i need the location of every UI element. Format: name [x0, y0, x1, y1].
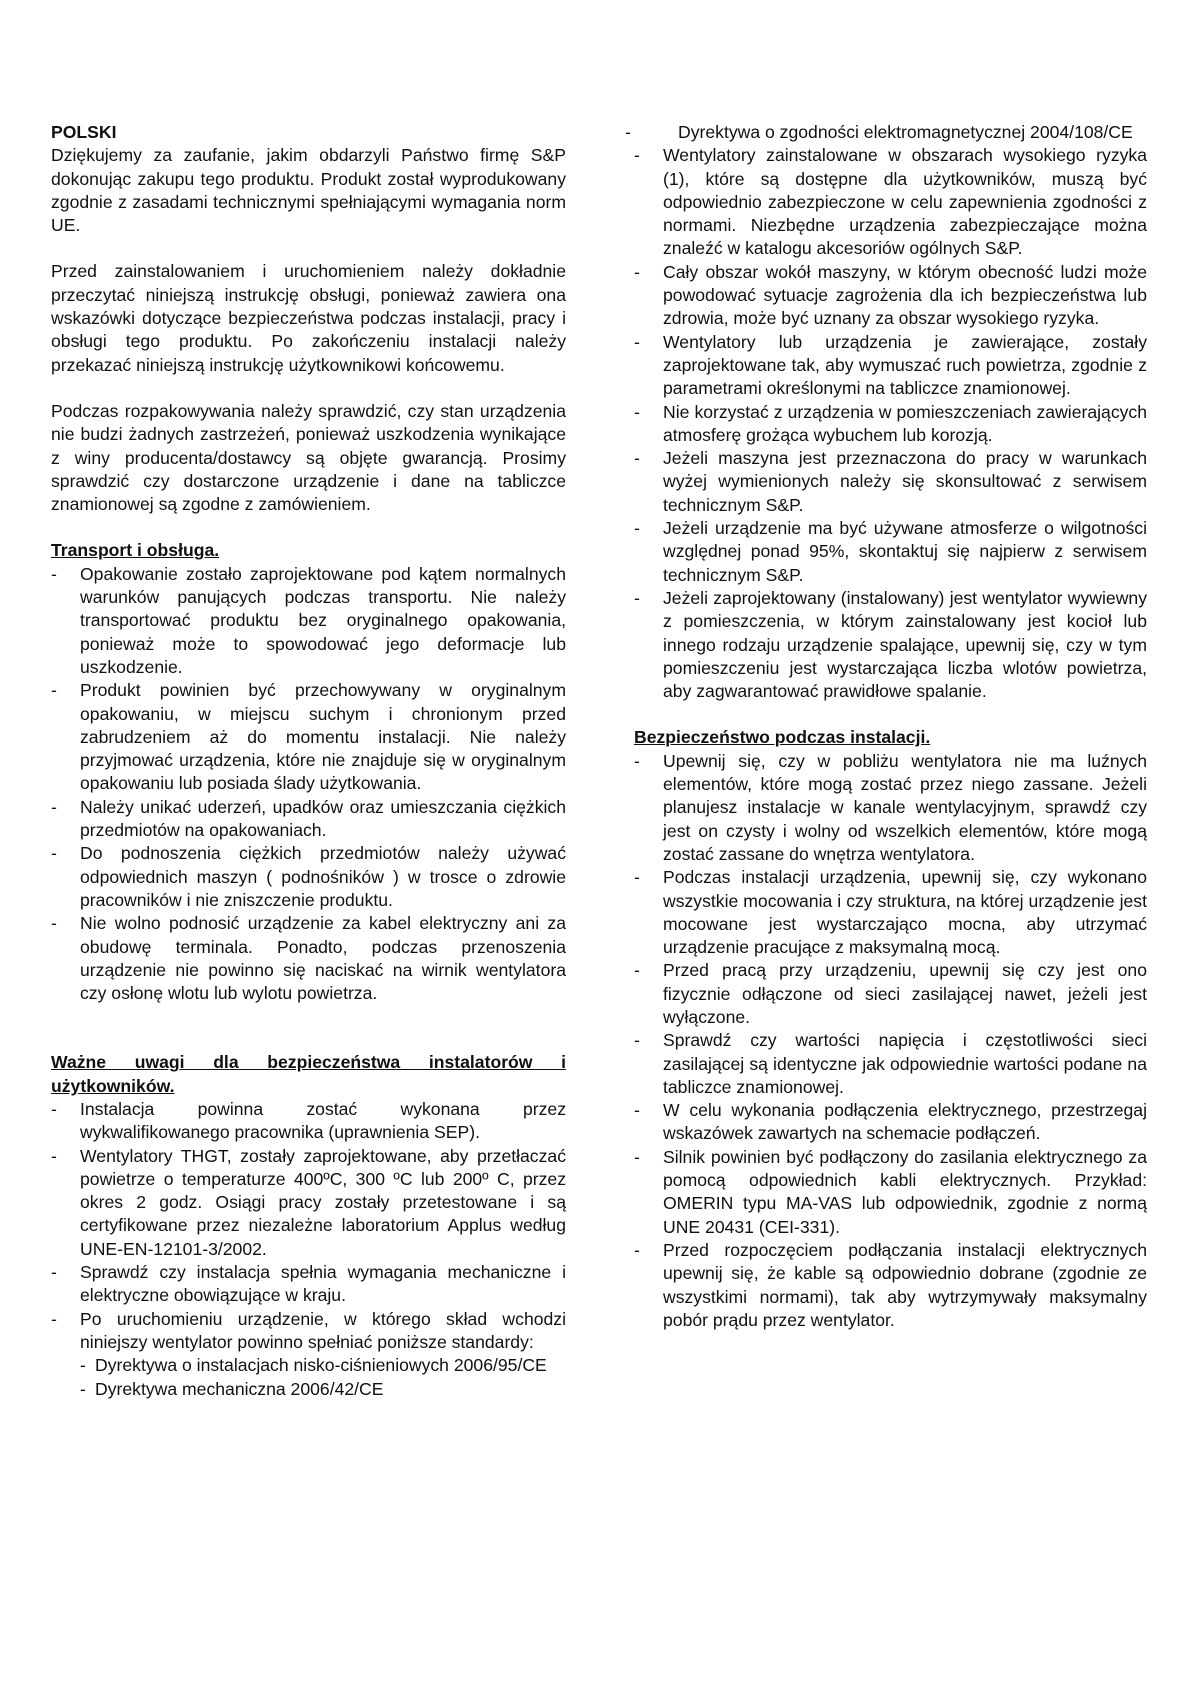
installation-item: - Silnik powinien być podłączony do zasilania elektrycznego za pomocą odpowiednich kabli elektrycznych. Przykład: OMERIN typu MA-VAS lub odpowiednik, zgodnie z normą UNE 20431 (CEI-331). — [634, 1146, 1147, 1239]
installation-item: - Upewnij się, czy w pobliżu wentylatora nie ma luźnych elementów, które mogą zostać przez niego zassane. Jeżeli planujesz instalacje w kanale wentylacyjnym, sprawdź czy jest on czysty i wolny od wszelkich elementów, które mogą zostać zassane do wnętrza wentylatora. — [634, 750, 1147, 866]
language-title: POLSKI — [51, 122, 117, 142]
safety-item: - Jeżeli urządzenie ma być używane atmosferze o wilgotności względnej ponad 95%, skontaktuj się najpierw z serwisem technicznym S&P. — [634, 517, 1147, 587]
intro-paragraph-1: Dziękujemy za zaufanie, jakim obdarzyli Państwo firmę S&P dokonując zakupu tego produktu. Produkt został wyprodukowany zgodnie z zasadami technicznymi spełniającymi wymagania norm UE. — [51, 145, 566, 236]
transport-item: - Należy unikać uderzeń, upadków oraz umieszczania ciężkich przedmiotów na opakowaniach. — [51, 796, 566, 843]
standard-item-text: Dyrektywa mechaniczna 2006/42/CE — [95, 1378, 384, 1399]
safety-item: - Instalacja powinna zostać wykonana przez wykwalifikowanego pracownika (uprawnienia SEP). — [51, 1098, 566, 1145]
standard-item: - Dyrektywa o instalacjach nisko-ciśnieniowych 2006/95/CE — [80, 1355, 547, 1376]
intro-paragraph-2: Przed zainstalowaniem i uruchomieniem należy dokładnie przeczytać niniejszą instrukcję obsługi, ponieważ zawiera ona wskazówki dotyczące bezpieczeństwa podczas instalacji, pracy i obsługi tego produktu. Po zakończeniu instalacji należy przekazać niniejszą instrukcję użytkownikowi końcowemu. — [51, 261, 566, 375]
safety-item: - Jeżeli maszyna jest przeznaczona do pracy w warunkach wyżej wymienionych należy się skonsultować z serwisem technicznym S&P. — [634, 447, 1147, 517]
transport-item: - Opakowanie zostało zaprojektowane pod kątem normalnych warunków panujących podczas transportu. Nie należy transportować produktu bez oryginalnego opakowania, ponieważ może to spowodować jego deformacje lub uszkodzenie. — [51, 563, 566, 679]
intro-paragraph-3: Podczas rozpakowywania należy sprawdzić, czy stan urządzenia nie budzi żadnych zastrzeżeń, ponieważ uszkodzenia wynikające z winy producenta/dostawcy są objęte gwarancją. Prosimy sprawdzić czy dostarczone urządzenie i dane na tabliczce znamionowej są zgodne z zamówieniem. — [51, 400, 566, 515]
safety-item: - Nie korzystać z urządzenia w pomieszczeniach zawierających atmosferę grożąca wybuchem lub korozją. — [634, 401, 1147, 448]
safety-item: - Wentylatory zainstalowane w obszarach wysokiego ryzyka (1), które są dostępne dla użytkowników, muszą być odpowiednio zabezpieczone w celu zapewnienia zgodności z normami. Niezbędne urządzenia zabezpieczające można znaleźć w katalogu akcesoriów ogólnych S&P. — [634, 144, 1147, 260]
safety-item: - Po uruchomieniu urządzenie, w którego skład wchodzi niniejszy wentylator powinno spełniać poniższe standardy: — [51, 1308, 566, 1355]
transport-heading: Transport i obsługa. — [51, 540, 220, 561]
installation-item: - Przed rozpoczęciem podłączania instalacji elektrycznych upewnij się, że kable są odpowiednio dobrane (zgodnie ze wszystkimi normami), tak aby wytrzymywały maksymalny pobór prądu przez wentylator. — [634, 1239, 1147, 1332]
standard-item-text: Dyrektywa o instalacjach nisko-ciśnieniowych 2006/95/CE — [95, 1355, 547, 1376]
standard-item-text: Dyrektywa o zgodności elektromagnetycznej 2004/108/CE — [678, 122, 1133, 142]
installation-item: - Sprawdź czy wartości napięcia i częstotliwości sieci zasilającej są identyczne jak odpowiednie wartości podane na tabliczce znamionowej. — [634, 1029, 1147, 1099]
safety-item: - Cały obszar wokół maszyny, w którym obecność ludzi może powodować sytuacje zagrożenia dla ich bezpieczeństwa lub zdrowia, może być uznany za obszar wysokiego ryzyka. — [634, 261, 1147, 331]
transport-item: - Nie wolno podnosić urządzenie za kabel elektryczny ani za obudowę terminala. Ponadto, podczas przenoszenia urządzenie nie powinno się naciskać na wirnik wentylatora czy osłonę wlotu lub wylotu powietrza. — [51, 912, 566, 1005]
standard-item: - Dyrektywa mechaniczna 2006/42/CE — [80, 1378, 384, 1399]
installation-item: - Podczas instalacji urządzenia, upewnij się, czy wykonano wszystkie mocowania i czy struktura, na której urządzenie jest mocowane jest wystarczająco mocna, aby utrzymać urządzenie pracujące z maksymalną mocą. — [634, 866, 1147, 959]
installation-heading: Bezpieczeństwo podczas instalacji. — [634, 727, 931, 748]
safety-item: - Wentylatory lub urządzenia je zawierające, zostały zaprojektowane tak, aby wymuszać ruch powietrza, zgodnie z parametrami określonymi na tabliczce znamionowej. — [634, 331, 1147, 401]
installation-item: - Przed pracą przy urządzeniu, upewnij się czy jest ono fizycznie odłączone od sieci zasilającej nawet, jeżeli jest wyłączone. — [634, 959, 1147, 1029]
transport-item: - Do podnoszenia ciężkich przedmiotów należy używać odpowiednich maszyn ( podnośników ) w trosce o zdrowie pracowników i nie zniszczenie produktu. — [51, 842, 566, 912]
transport-item: - Produkt powinien być przechowywany w oryginalnym opakowaniu, w miejscu suchym i chronionym przed zabrudzeniem aż do momentu instalacji. Nie należy przyjmować urządzenia, które nie znajduje się w oryginalnym opakowaniu lub posiada ślady użytkowania. — [51, 679, 566, 795]
right-column — [625, 121, 1147, 1332]
safety-item: - Sprawdź czy instalacja spełnia wymagania mechaniczne i elektryczne obowiązujące w kraju. — [51, 1261, 566, 1308]
installation-item: - W celu wykonania podłączenia elektrycznego, przestrzegaj wskazówek zawartych na schemacie podłączeń. — [634, 1099, 1147, 1146]
safety-item: - Jeżeli zaprojektowany (instalowany) jest wentylator wywiewny z pomieszczenia, w którym zainstalowany jest kocioł lub innego rodzaju urządzenie spalające, upewnij się, czy w tym pomieszczeniu jest wystarczająca liczba wlotów powietrza, aby zagwarantować prawidłowe spalanie. — [634, 587, 1147, 703]
standard-item: - Dyrektywa o zgodności elektromagnetycznej 2004/108/CE — [625, 122, 1133, 142]
safety-heading: Ważne uwagi dla bezpieczeństwa instalatorów i użytkowników. — [51, 1052, 566, 1096]
left-column — [51, 121, 566, 1401]
safety-item: - Wentylatory THGT, zostały zaprojektowane, aby przetłaczać powietrze o temperaturze 400ºC, 300 ºC lub 200º C, przez okres 2 godz. Osiągi pracy zostały przetestowane i są certyfikowane przez niezależne laboratorium Applus według UNE-EN-12101-3/2002. — [51, 1145, 566, 1261]
